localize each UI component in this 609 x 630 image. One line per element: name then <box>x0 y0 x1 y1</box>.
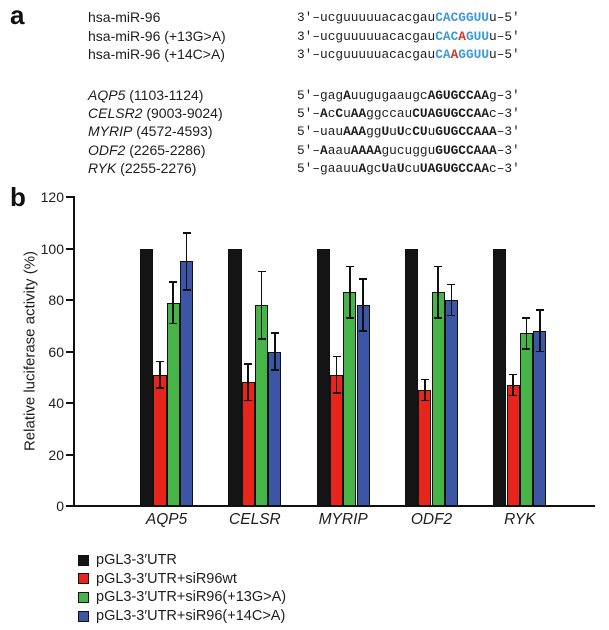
panel-b-label: b <box>10 182 26 212</box>
error-bar-cap-bottom <box>447 315 455 317</box>
legend-swatch-1 <box>78 573 89 584</box>
y-tick-label: 60 <box>48 343 64 360</box>
y-tick-label: 0 <box>56 498 64 514</box>
error-bar-cap-top <box>244 363 252 365</box>
sequence-segment-plain: gucuggu <box>381 142 436 158</box>
sequence-segment-plain: gc <box>366 160 382 176</box>
error-bar-cap-bottom <box>333 392 341 394</box>
mirna-row <box>0 45 609 64</box>
legend-label: pGL3-3′UTR+siR96(+13G>A) <box>96 589 287 606</box>
gene-row <box>0 104 609 123</box>
sequence-segment-plain: u <box>489 28 497 44</box>
error-bar-cap-top <box>536 309 544 311</box>
y-tick-mark <box>66 454 74 456</box>
sequence-segment-blue: GGUU <box>458 47 489 63</box>
gene-sequence <box>297 123 520 141</box>
sequence-segment-bold: UAGUGCCAA <box>419 160 490 176</box>
error-bar-cap-bottom <box>509 395 517 397</box>
sequence-segment-plain: –3′ <box>496 142 520 158</box>
sequence-segment-plain: a <box>389 160 397 176</box>
error-bar-cap-top <box>434 266 442 268</box>
error-bar-line <box>336 357 338 393</box>
panel-a-label: a <box>10 0 25 30</box>
legend-label: pGL3-3′UTR <box>96 552 177 569</box>
sequence-segment-plain: u <box>427 124 436 140</box>
sequence-segment-plain: c <box>404 124 413 140</box>
error-bar-line <box>349 267 351 319</box>
error-bar-line <box>159 362 161 388</box>
sequence-segment-plain: uugugaaugc <box>350 88 428 103</box>
gene-name: MYRIP <box>88 123 133 140</box>
legend-swatch-3 <box>78 611 89 622</box>
y-tick-label: 20 <box>48 446 64 463</box>
y-tick-label: 40 <box>48 395 64 411</box>
error-bar-cap-bottom <box>258 338 266 340</box>
sequence-segment-bold: A <box>320 142 328 158</box>
sequence-segment-plain: u <box>389 124 397 140</box>
error-bar-cap-bottom <box>522 348 530 350</box>
sequence-segment-plain: –5′ <box>496 47 520 63</box>
mirna-sequence <box>297 46 520 64</box>
sequence-segment-red: A <box>450 47 459 63</box>
mirna-name: hsa-miR-96 (+13G>A) <box>88 27 226 44</box>
legend-label: pGL3-3′UTR+siR96wt <box>96 570 237 587</box>
bar-ODF2-s0 <box>405 249 418 507</box>
legend-label: pGL3-3′UTR+siR96(+14C>A) <box>96 608 286 625</box>
bar-MYRIP-s3 <box>357 305 370 506</box>
error-bar-cap-top <box>258 271 266 273</box>
gene-row <box>0 86 609 105</box>
error-bar-cap-bottom <box>169 323 177 325</box>
gene-range: (9003-9024) <box>142 105 223 122</box>
error-bar-cap-bottom <box>434 317 442 319</box>
error-bar-line <box>261 272 263 339</box>
sequence-segment-bold: GUGCCAAA <box>435 142 497 158</box>
sequence-segment-bold: A <box>343 88 351 103</box>
sequence-segment-bold: AGUGCCAA <box>427 88 489 103</box>
error-bar-cap-bottom <box>421 400 429 402</box>
sequence-segment-plain: –3′ <box>496 124 520 140</box>
error-bar-cap-top <box>333 356 341 358</box>
sequence-segment-plain: c–3′ <box>489 160 520 176</box>
mirna-row <box>0 27 609 46</box>
sequence-segment-plain: u <box>343 106 351 122</box>
sequence-segment-bold: A <box>320 106 328 122</box>
mirna-row <box>0 8 609 27</box>
y-tick-label: 100 <box>40 240 64 257</box>
error-bar-line <box>437 267 439 319</box>
legend-swatch-2 <box>78 592 89 603</box>
error-bar-cap-bottom <box>183 289 191 291</box>
sequence-segment-plain: 5′– <box>297 142 321 158</box>
sequence-segment-blue: CACGGUU <box>435 10 489 25</box>
error-bar-line <box>186 233 188 290</box>
sequence-segment-plain: 5′–uau <box>297 124 344 140</box>
gene-range: (2265-2286) <box>125 141 206 158</box>
sequence-segment-bold: CUAGUGCCAA <box>412 106 490 122</box>
bar-ODF2-s3 <box>445 300 458 506</box>
y-tick-label: 120 <box>40 189 64 205</box>
error-bar-cap-top <box>156 361 164 363</box>
error-bar-cap-bottom <box>244 400 252 402</box>
bar-CELSR-s3 <box>268 352 281 507</box>
sequence-segment-bold: U <box>381 124 390 140</box>
error-bar-line <box>451 285 453 316</box>
gene-sequence <box>297 160 520 178</box>
sequence-segment-plain: c–3′ <box>489 106 520 122</box>
gene-range: (1103-1124) <box>125 87 204 103</box>
gene-name: CELSR2 <box>88 105 143 122</box>
y-tick-mark <box>66 351 74 353</box>
sequence-segment-bold: C <box>335 106 344 122</box>
error-bar-cap-bottom <box>156 387 164 389</box>
bar-AQP5-s0 <box>140 249 153 507</box>
sequence-segment-bold: U <box>396 160 405 176</box>
error-bar-cap-bottom <box>359 330 367 332</box>
x-category-label-AQP5: AQP5 <box>145 511 188 528</box>
sequence-segment-plain: 3′–ucguuuuuacacgau <box>297 47 436 63</box>
x-category-label-CELSR: CELSR <box>229 511 281 528</box>
sequence-segment-bold: U <box>381 160 390 176</box>
sequence-segment-plain: 3′–ucguuuuuacacgau <box>297 10 436 25</box>
sequence-segment-plain: g–3′ <box>489 88 520 103</box>
sequence-segment-plain: 5′–gag <box>297 88 344 103</box>
gene-name-label <box>88 159 196 177</box>
error-bar-cap-bottom <box>271 369 279 371</box>
sequence-segment-blue: GUU <box>465 28 490 44</box>
bar-AQP5-s1 <box>153 375 166 506</box>
error-bar-line <box>512 375 514 396</box>
sequence-segment-plain: ggccau <box>366 106 413 122</box>
gene-name: RYK <box>88 159 117 176</box>
error-bar-line <box>424 380 426 401</box>
error-bar-line <box>526 318 528 349</box>
gene-name-label <box>88 104 223 122</box>
bar-MYRIP-s1 <box>330 375 343 506</box>
sequence-segment-bold: CU <box>412 124 428 140</box>
error-bar-line <box>539 310 541 351</box>
mirna-name: hsa-miR-96 (+14C>A) <box>88 46 225 63</box>
y-tick-mark <box>66 299 74 301</box>
legend-swatch-0 <box>78 555 89 566</box>
gene-name: ODF2 <box>88 141 126 158</box>
sequence-segment-bold: U <box>396 124 405 140</box>
sequence-segment-plain: –5′ <box>496 28 520 44</box>
legend-item <box>78 551 286 570</box>
bar-AQP5-s2 <box>167 303 180 506</box>
gene-range: (2255-2276) <box>116 159 197 176</box>
bar-RYK-s0 <box>493 249 506 507</box>
gene-sequence <box>297 142 520 160</box>
error-bar-cap-bottom <box>346 317 354 319</box>
gene-sequence <box>297 105 520 123</box>
y-axis-title: Relative luciferase activity (%) <box>21 250 39 452</box>
sequence-segment-plain: c <box>327 106 336 122</box>
gene-row <box>0 159 609 178</box>
sequence-segment-plain: gg <box>366 124 382 140</box>
mirna-sequence <box>297 9 520 27</box>
sequence-segment-plain: aau <box>327 142 351 158</box>
sequence-segment-bold: A <box>358 160 367 176</box>
error-bar-line <box>172 282 174 323</box>
sequence-segment-bold: AAA <box>343 124 367 140</box>
legend-item <box>78 570 286 589</box>
chart-legend <box>78 551 286 625</box>
bar-MYRIP-s0 <box>317 249 330 507</box>
sequence-segment-plain: 3′–ucguuuuuacacgau <box>297 28 436 44</box>
bar-ODF2-s1 <box>418 390 431 506</box>
bar-CELSR-s0 <box>228 249 241 507</box>
error-bar-line <box>362 279 364 331</box>
x-category-label-MYRIP: MYRIP <box>318 511 368 528</box>
gene-range: (4572-4593) <box>132 123 213 140</box>
error-bar-cap-top <box>447 284 455 286</box>
error-bar-cap-top <box>359 278 367 280</box>
y-tick-mark <box>66 402 74 404</box>
y-tick-mark <box>66 248 74 250</box>
legend-item <box>78 607 286 626</box>
error-bar-line <box>247 364 249 400</box>
x-category-label-ODF2: ODF2 <box>410 511 453 528</box>
bar-MYRIP-s2 <box>343 292 356 506</box>
x-category-label-RYK: RYK <box>504 511 536 528</box>
gene-name-label <box>88 122 213 140</box>
sequence-segment-bold: AA <box>350 106 367 122</box>
sequence-segment-blue: CAC <box>435 28 459 44</box>
y-tick-mark <box>66 505 74 507</box>
error-bar-cap-top <box>421 379 429 381</box>
gene-name-label <box>88 86 203 104</box>
sequence-segment-plain: cu <box>404 160 420 176</box>
sequence-segment-plain: 5′– <box>297 106 321 122</box>
error-bar-cap-bottom <box>536 351 544 353</box>
gene-name: AQP5 <box>88 87 126 103</box>
gene-row <box>0 122 609 141</box>
sequence-segment-plain: 5′–gaauu <box>297 160 359 176</box>
error-bar-cap-top <box>183 232 191 234</box>
y-tick-mark <box>66 196 74 198</box>
bar-ODF2-s2 <box>432 292 445 506</box>
mirna-name: hsa-miR-96 <box>88 9 161 25</box>
sequence-segment-bold: AAAA <box>350 142 382 158</box>
bar-RYK-s1 <box>507 385 520 506</box>
error-bar-cap-top <box>346 266 354 268</box>
sequence-segment-blue: CA <box>435 47 451 63</box>
bar-AQP5-s3 <box>180 261 193 506</box>
error-bar-cap-top <box>509 374 517 376</box>
error-bar-line <box>274 333 276 369</box>
legend-item <box>78 588 286 607</box>
sequence-segment-red: A <box>458 28 466 44</box>
sequence-segment-plain: –5′ <box>496 10 520 25</box>
sequence-segment-plain: u <box>489 47 497 63</box>
sequence-segment-plain: u <box>489 10 497 25</box>
mirna-sequence <box>297 28 520 46</box>
gene-sequence <box>297 87 520 105</box>
gene-name-label <box>88 141 206 159</box>
sequence-segment-bold: GUGCCAAA <box>435 124 497 140</box>
gene-row <box>0 141 609 160</box>
y-tick-label: 80 <box>48 292 64 308</box>
error-bar-cap-top <box>271 332 279 334</box>
error-bar-cap-top <box>522 317 530 319</box>
error-bar-cap-top <box>169 281 177 283</box>
bar-RYK-s3 <box>533 331 546 506</box>
bar-RYK-s2 <box>520 333 533 506</box>
